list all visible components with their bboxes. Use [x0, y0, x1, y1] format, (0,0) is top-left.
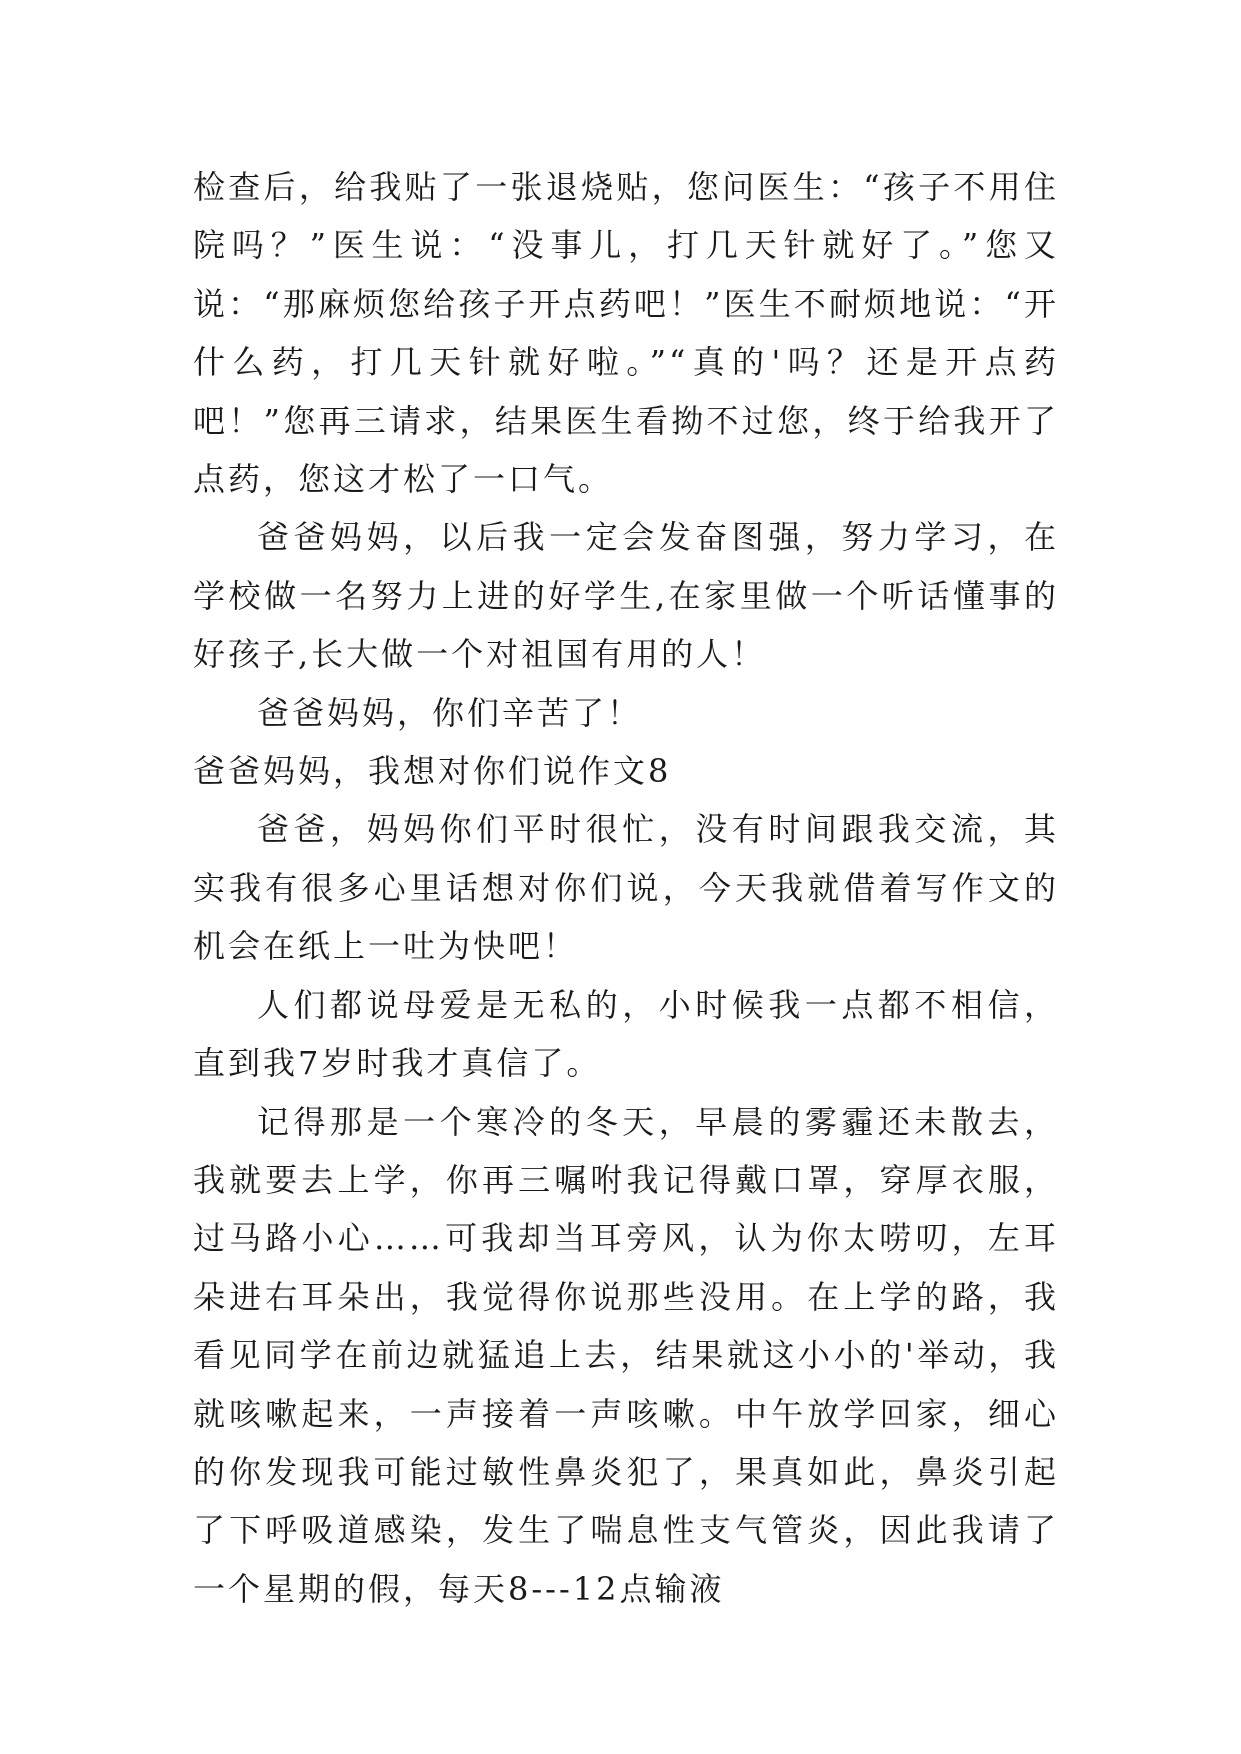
essay-heading: 爸爸妈妈，我想对你们说作文8 — [193, 752, 672, 791]
paragraph-promise: 爸爸妈妈，以后我一定会发奋图强，努力学习，在学校做一名努力上进的好学生,在家里做一个听话懂事的好孩子,长大做一个对祖国有用的人！ — [193, 518, 1059, 674]
document-body — [193, 158, 1059, 1618]
paragraph-thanks: 爸爸妈妈，你们辛苦了！ — [257, 693, 643, 732]
paragraph-hospital-visit: 检查后，给我贴了一张退烧贴，您问医生：“孩子不用住院吗？”医生说：“没事儿，打几天针就好了。”您又说：“那麻烦您给孩子开点药吧！”医生不耐烦地说：“开什么药，打几天针就好啦。”“真的'吗？还是开点药吧！”您再三请求，结果医生看拗不过您，终于给我开了点药，您这才松了一口气。 — [193, 168, 1059, 499]
paragraph-intro: 爸爸，妈妈你们平时很忙，没有时间跟我交流，其实我有很多心里话想对你们说，今天我就借着写作文的机会在纸上一吐为快吧！ — [193, 810, 1059, 966]
paragraph-mother-love: 人们都说母爱是无私的，小时候我一点都不相信，直到我7岁时我才真信了。 — [193, 985, 1059, 1083]
paragraph-winter-story: 记得那是一个寒冷的冬天，早晨的雾霾还未散去，我就要去上学，你再三嘱咐我记得戴口罩，穿厚衣服，过马路小心……可我却当耳旁风，认为你太唠叨，左耳朵进右耳朵出，我觉得你说那些没用。在上学的路，我看见同学在前边就猛追上去，结果就这小小的'举动，我就咳嗽起来，一声接着一声咳嗽。中午放学回家，细心的你发现我可能过敏性鼻炎犯了，果真如此，鼻炎引起了下呼吸道感染，发生了喘息性支气管炎，因此我请了一个星期的假，每天8---12点输液 — [193, 1102, 1059, 1608]
